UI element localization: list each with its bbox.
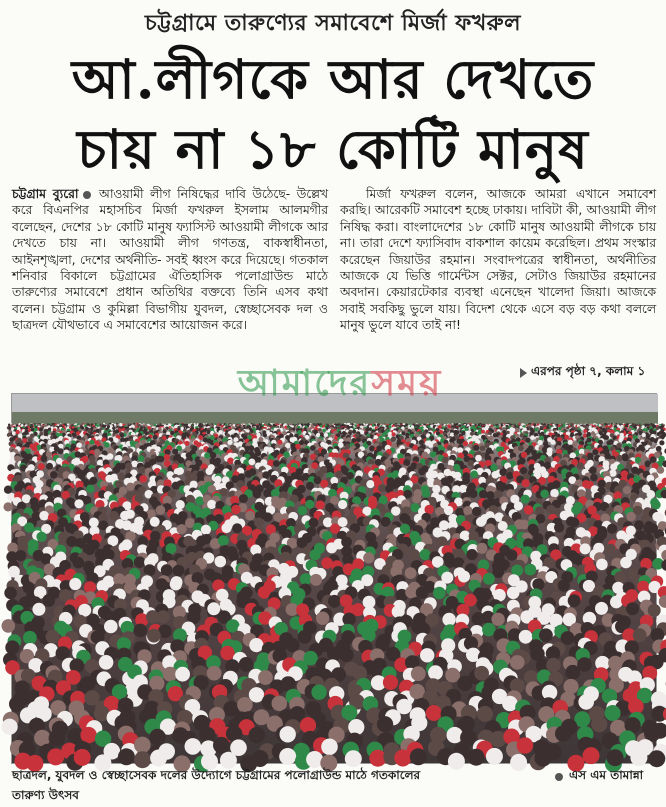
article-body-right: মির্জা ফখরুল বলেন, আজকে আমরা এখানে সমাবেশ করছি। আরেকটি সমাবেশ হচ্ছে ঢাকায়। দাবিটা কী, আওয়ামী লীগ নিষিদ্ধ করা। বাংলাদেশের ১৮ কোটি মানুষ আওয়ামী লীগকে চায় না। তারা দেশে ফ্যাসিবাদ বাকশাল কায়েম করেছিল। প্রথম সংস্কার করেছেন জিয়াউর রহমান। সংবাদপত্রের স্বাধীনতা, অর্থনীতির আজকে যে ভিত্তি গার্মেন্টস সেক্টর, সেটাও জিয়াউর রহমানের অবদান। কেয়ারটেকার ব্যবস্থা এনেছেন খালেদা জিয়া। আজকে সবাই সবকিছু ভুলে যায়। বিদেশ থেকে এসে বড় বড় কথা বললে মানুষ ভুলে যাবে তাই না!	[340, 187, 656, 332]
credit-bullet-icon	[555, 773, 563, 781]
photo-credit-text: এস এম তামান্না	[569, 767, 643, 787]
crowd-heads	[2, 423, 666, 773]
photo	[11, 393, 657, 764]
crowd-illustration	[12, 394, 658, 765]
continue-note-text: এরপর পৃষ্ঠা ৭, কলাম ১	[531, 363, 645, 383]
headline-line-2: চায় না ১৮ কোটি মানুষ	[0, 122, 666, 176]
byline-bullet-icon	[83, 191, 91, 199]
headline-line-1: আ.লীগকে আর দেখতে	[0, 52, 666, 106]
photo-credit	[555, 767, 659, 787]
treeline	[12, 412, 658, 424]
article-column-right	[340, 186, 656, 334]
article-column-left	[12, 186, 328, 334]
watermark-part-1: আমাদের	[238, 362, 372, 404]
byline: চট্টগ্রাম ব্যুরো	[12, 187, 79, 201]
continue-note[interactable]	[520, 364, 660, 382]
article-body-left: আওয়ামী লীগ নিষিদ্ধের দাবি উঠেছে- উল্লেখ করে বিএনপির মহাসচিব মির্জা ফখরুল ইসলাম আলমগীর বলেছেন, দেশের ১৮ কোটি মানুষ ফ্যাসিস্ট আওয়ামী লীগকে আর দেখতে চায় না। আওয়ামী লীগ গণতন্ত্র, বাকস্বাধীনতা, আইনশৃঙ্খলা, দেশের অর্থনীতি- সবই ধ্বংস করে দিয়েছে। গতকাল শনিবার বিকালে চট্টগ্রামের ঐতিহাসিক পলোগ্রাউন্ড মাঠে তারুণ্যের সমাবেশে প্রধান অতিথির বক্তব্যে তিনি এসব কথা বলেন। চট্টগ্রাম ও কুমিল্লা বিভাগীয় যুবদল, স্বেচ্ছাসেবক দল ও ছাত্রদল যৌথভাবে এ সমাবেশের আয়োজন করে।	[12, 187, 328, 332]
watermark-part-2: সময়	[371, 362, 442, 404]
watermark	[150, 356, 530, 396]
kicker: চট্টগ্রামে তারুণ্যের সমাবেশে মির্জা ফখরুল	[0, 6, 666, 43]
photo-caption: ছাত্রদল, যুবদল ও স্বেচ্ছাসেবক দলের উদ্যোগে চট্টগ্রামের পলোগ্রাউন্ড মাঠে গতকালের তারুণ্য উৎসব	[12, 767, 432, 807]
